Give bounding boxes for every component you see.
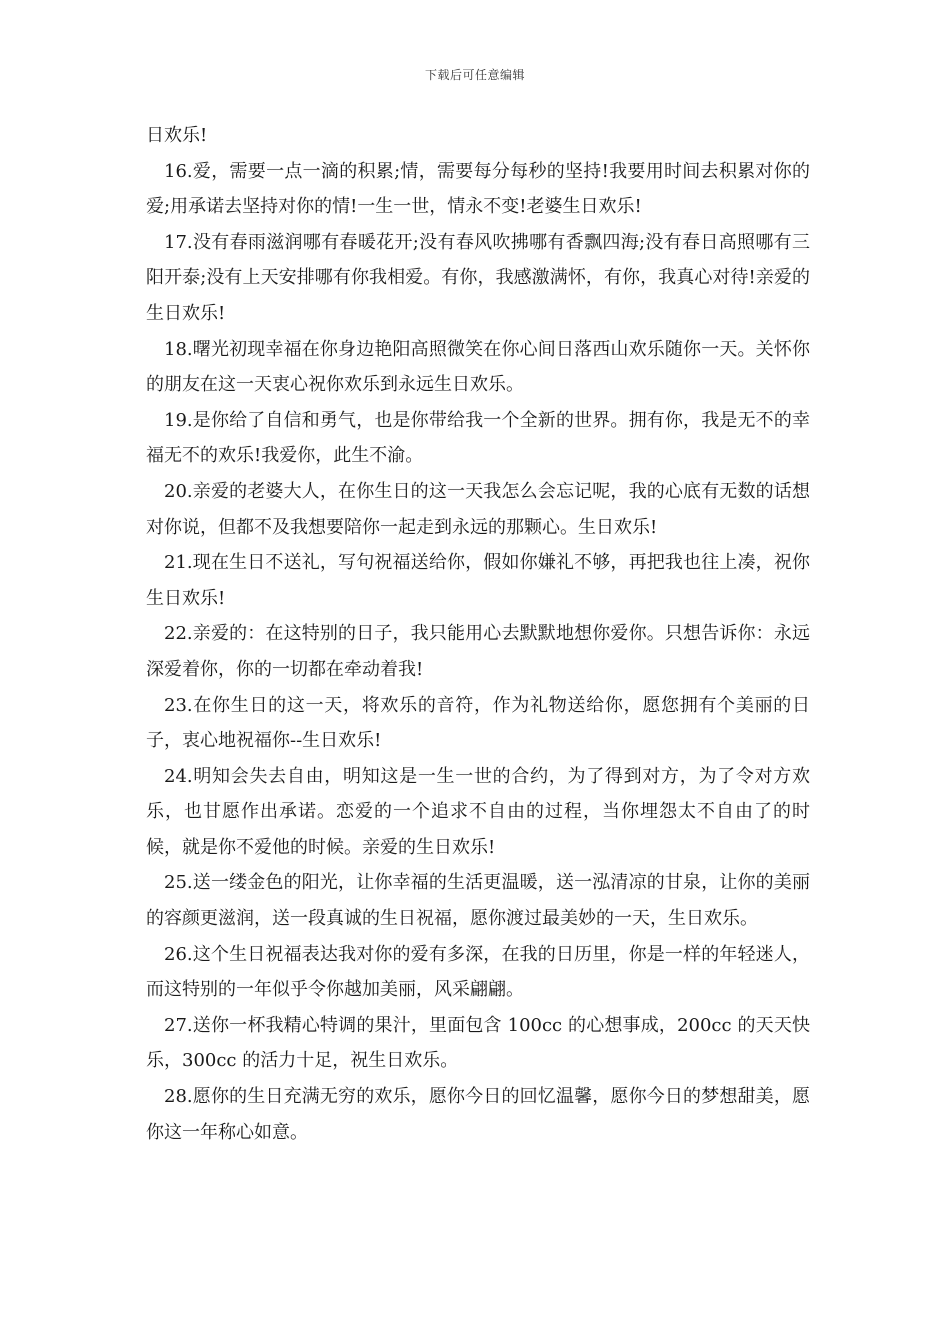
- paragraph-19: 19.是你给了自信和勇气，也是你带给我一个全新的世界。拥有你，我是无不的幸福无不的欢乐!我爱你，此生不渝。: [146, 409, 810, 467]
- paragraph-continuation: 日欢乐!: [146, 125, 208, 146]
- document-body: [146, 118, 810, 1150]
- paragraph-27: 27.送你一杯我精心特调的果汁，里面包含 100cc 的心想事成，200cc 的天天快乐，300cc 的活力十足，祝生日欢乐。: [146, 1014, 810, 1072]
- paragraph-22: 22.亲爱的：在这特别的日子，我只能用心去默默地想你爱你。只想告诉你：永远深爱着你，你的一切都在牵动着我!: [146, 623, 810, 680]
- paragraph-25: 25.送一缕金色的阳光，让你幸福的生活更温暖，送一泓清凉的甘泉，让你的美丽的容颜更滋润，送一段真诚的生日祝福，愿你渡过最美妙的一天，生日欢乐。: [146, 872, 810, 930]
- paragraph-20: 20.亲爱的老婆大人，在你生日的这一天我怎么会忘记呢，我的心底有无数的话想对你说，但都不及我想要陪你一起走到永远的那颗心。生日欢乐!: [146, 480, 810, 538]
- page-header: 下载后可任意编辑: [424, 68, 525, 82]
- paragraph-24: 24.明知会失去自由，明知这是一生一世的合约，为了得到对方，为了令对方欢乐，也甘愿作出承诺。恋爱的一个追求不自由的过程，当你埋怨太不自由了的时候，就是你不爱他的时候。亲爱的生日欢乐!: [146, 765, 810, 858]
- paragraph-21: 21.现在生日不送礼，写句祝福送给你，假如你嫌礼不够，再把我也往上凑，祝你生日欢乐!: [146, 552, 810, 609]
- paragraph-26: 26.这个生日祝福表达我对你的爱有多深，在我的日历里，你是一样的年轻迷人，而这特别的一年似乎令你越加美丽，风采翩翩。: [146, 943, 810, 1001]
- paragraph-23: 23.在你生日的这一天，将欢乐的音符，作为礼物送给你，愿您拥有个美丽的日子，衷心地祝福你--生日欢乐!: [146, 694, 810, 752]
- paragraph-28: 28.愿你的生日充满无穷的欢乐，愿你今日的回忆温馨，愿你今日的梦想甜美，愿你这一年称心如意。: [146, 1086, 810, 1143]
- paragraph-16: 16.爱，需要一点一滴的积累;情，需要每分每秒的坚持!我要用时间去积累对你的爱;用承诺去坚持对你的情!一生一世，情永不变!老婆生日欢乐!: [146, 160, 810, 218]
- paragraph-17: 17.没有春雨滋润哪有春暖花开;没有春风吹拂哪有香飘四海;没有春日高照哪有三阳开泰;没有上天安排哪有你我相爱。有你，我感激满怀，有你，我真心对待!亲爱的生日欢乐!: [146, 231, 810, 324]
- paragraph-18: 18.曙光初现幸福在你身边艳阳高照微笑在你心间日落西山欢乐随你一天。关怀你的朋友在这一天衷心祝你欢乐到永远生日欢乐。: [146, 338, 810, 396]
